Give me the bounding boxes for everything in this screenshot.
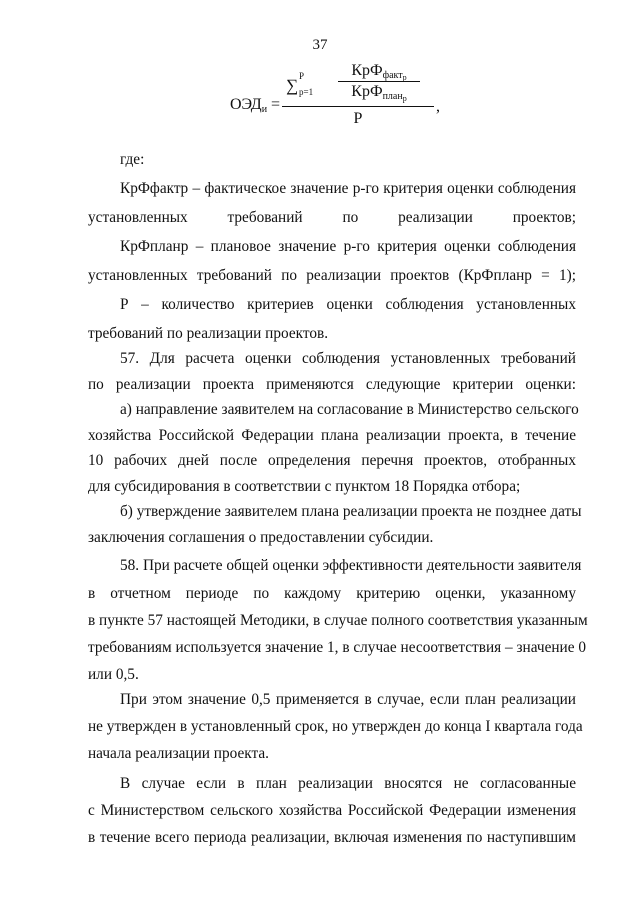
inner-fraction-bar [338,81,420,82]
sum-symbol: ∑ [286,76,299,95]
text-line: требований по реализации проектов. [88,325,329,342]
inner-denominator [338,83,420,101]
inner-num-subsub: p [402,73,407,82]
text-line: где: [120,151,145,168]
text-line: с Министерством сельского хозяйства Российской Федерации изменения [88,802,576,819]
formula-lhs [230,96,280,115]
inner-num-sub: факт [382,70,403,81]
text-line: или 0,5. [88,666,139,683]
text-line: б) утверждение заявителем плана реализации проекта не позднее даты [120,503,582,520]
inner-num-base: КрФ [351,62,383,79]
text-line: хозяйства Российской Федерации плана реализации проекта, в течение [88,427,576,444]
formula-lhs-sub: и [261,104,268,115]
text-line: При этом значение 0,5 применяется в случае, если план реализации [120,691,576,708]
text-line: в отчетном периоде по каждому критерию оценки, указанному [88,585,576,602]
formula-lhs-symbol: ОЭД [230,96,262,113]
inner-den-subsub: p [402,94,407,103]
text-line: а) направление заявителем на согласование в Министерство сельского [120,401,579,418]
sum-upper-limit: P [299,71,305,81]
sum-lower-limit: p=1 [299,87,314,97]
text-line: 58. При расчете общей оценки эффективности деятельности заявителя [120,557,582,574]
text-line: в пункте 57 настоящей Методики, в случае полного соответствия указанным [88,612,588,629]
inner-fraction [338,62,420,101]
text-line: по реализации проекта применяются следующие критерии оценки: [88,376,576,393]
formula-fraction [282,62,434,128]
text-line: Р – количество критериев оценки соблюдения установленных [120,296,576,313]
text-line: установленных требований по реализации проектов; [88,209,576,226]
page-number: 37 [312,37,328,53]
text-line: требованиям используется значение 1, в случае несоответствия – значение 0 [88,639,587,656]
text-line: начала реализации проекта. [88,745,269,762]
inner-numerator [338,62,420,80]
text-line: в течение всего периода реализации, включая изменения по наступившим [88,829,576,846]
text-line: для субсидирования в соответствии с пунктом 18 Порядка отбора; [88,478,521,495]
formula-equals: = [271,96,281,113]
formula-numerator [282,62,434,106]
formula-denominator: P [353,110,363,127]
text-line: заключения соглашения о предоставлении субсидии. [88,529,434,546]
text-line: установленных требований по реализации проектов (КрФпланp = 1); [88,267,576,284]
text-line: В случае если в план реализации вносятся не согласованные [120,775,576,792]
formula-comma: , [436,98,440,115]
inner-den-base: КрФ [351,83,383,100]
text-line: 10 рабочих дней после определения перечня проектов, отобранных [88,452,576,469]
text-line: КрФпланp – плановое значение р-го критерия оценки соблюдения [120,238,576,255]
text-line: 57. Для расчета оценки соблюдения установленных требований [120,350,576,367]
inner-den-sub: план [382,91,403,102]
sum-operator [286,71,314,97]
text-line: КрФфактp – фактическое значение р-го критерия оценки соблюдения [120,180,576,197]
text-line: не утвержден в установленный срок, но утвержден до конца I квартала года [88,718,583,735]
